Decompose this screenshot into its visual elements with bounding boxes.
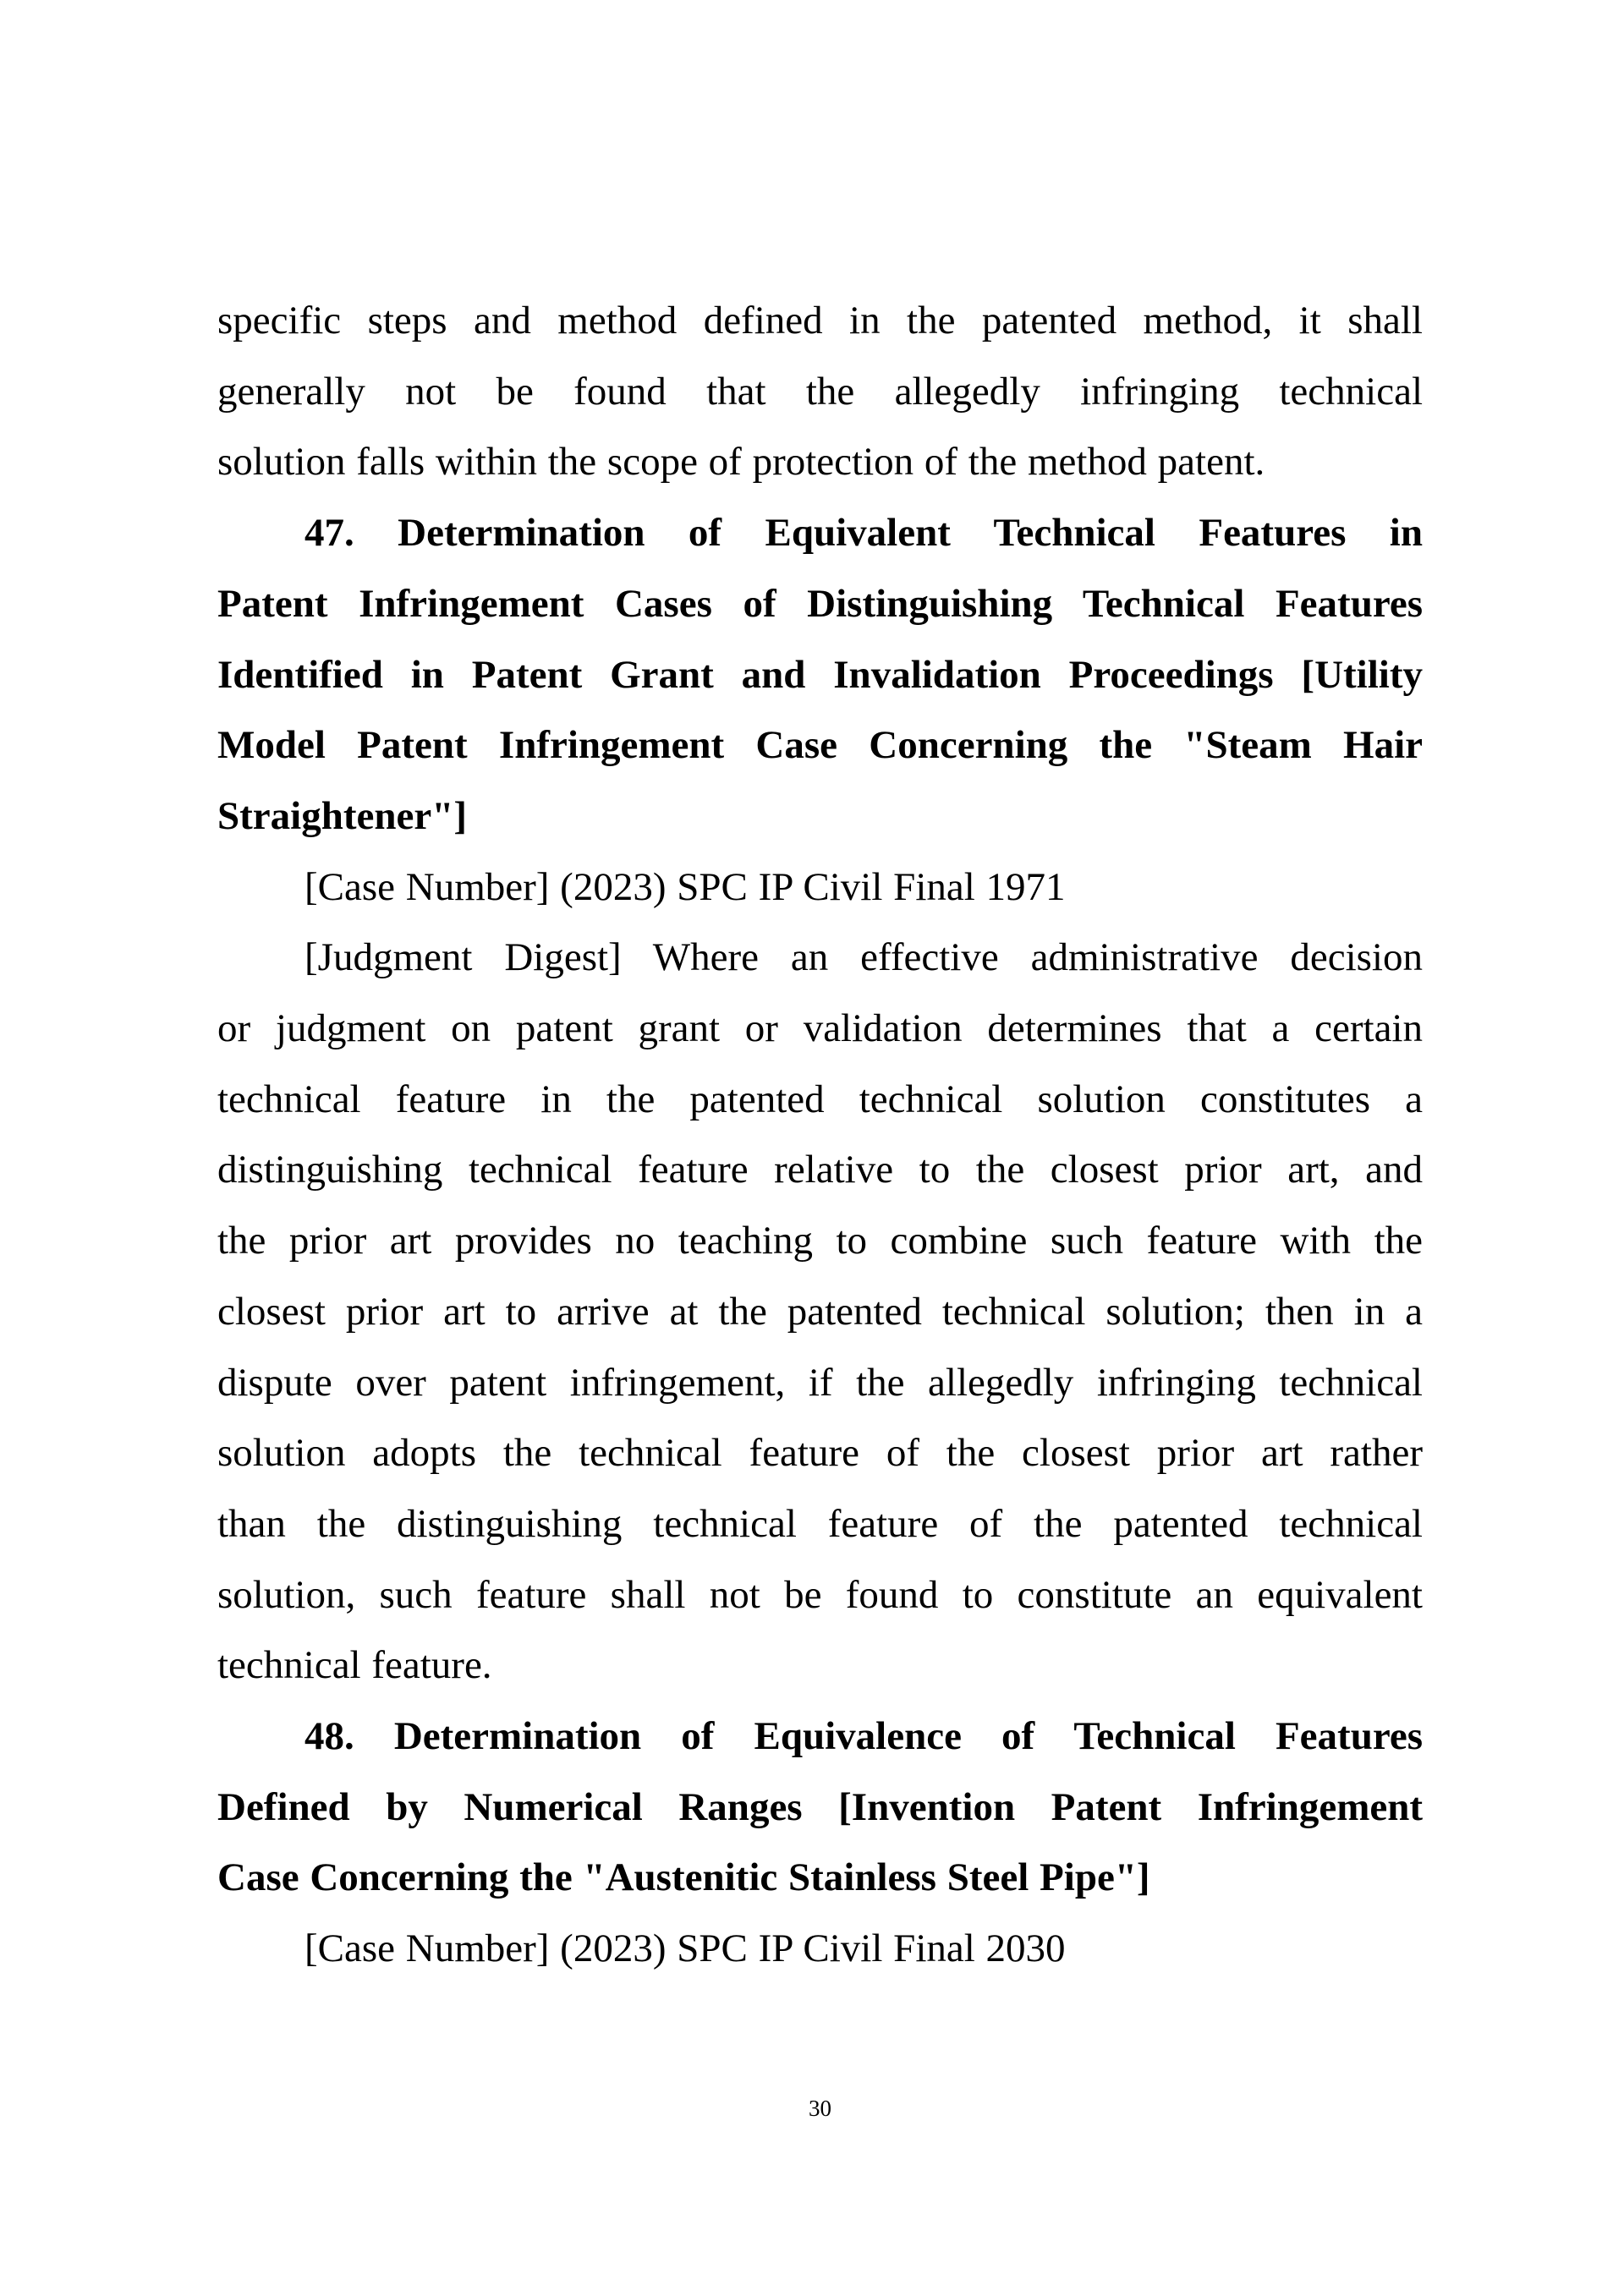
text-line: the prior art provides no teaching to combine such feature with the — [217, 1219, 1423, 1263]
text-line: solution, such feature shall not be found to constitute an equivalent — [217, 1572, 1423, 1617]
text-line: Straightener"] — [217, 793, 467, 838]
paragraph — [217, 923, 1423, 1701]
paragraph — [217, 286, 1423, 498]
paragraph — [217, 852, 1423, 923]
text-line: solution falls within the scope of protection of the method patent. — [217, 440, 1265, 485]
text-line: solution adopts the technical feature of the closest prior art rather — [217, 1431, 1423, 1476]
text-line: than the distinguishing technical feature of the patented technical — [217, 1501, 1423, 1546]
text-line: [Judgment Digest] Where an effective administrative decision — [304, 935, 1423, 980]
text-line: 47. Determination of Equivalent Technical Features in — [304, 511, 1423, 556]
text-line: [Case Number] (2023) SPC IP Civil Final 2030 — [304, 1926, 1066, 1971]
page-number: 30 — [809, 2096, 831, 2121]
text-line: Model Patent Infringement Case Concerning the "Steam Hair — [217, 723, 1423, 768]
section-heading — [217, 1701, 1423, 1914]
text-line: specific steps and method defined in the patented method, it shall — [217, 299, 1423, 342]
text-line: 48. Determination of Equivalence of Technical Features — [304, 1714, 1423, 1759]
document-body — [217, 286, 1423, 1985]
text-line: generally not be found that the allegedly infringing technical — [217, 369, 1423, 414]
text-line: Defined by Numerical Ranges [Invention Patent Infringement — [217, 1784, 1423, 1829]
text-line: distinguishing technical feature relative to the closest prior art, and — [217, 1148, 1423, 1192]
text-line: or judgment on patent grant or validation determines that a certain — [217, 1006, 1423, 1051]
section-heading — [217, 498, 1423, 852]
text-line: dispute over patent infringement, if the allegedly infringing technical — [217, 1360, 1423, 1405]
text-line: technical feature. — [217, 1643, 492, 1688]
text-line: Patent Infringement Cases of Distinguishing Technical Features — [217, 581, 1423, 626]
text-line: closest prior art to arrive at the patented technical solution; then in a — [217, 1289, 1423, 1334]
paragraph — [217, 1914, 1423, 1985]
text-line: technical feature in the patented technical solution constitutes a — [217, 1077, 1423, 1121]
text-line: Case Concerning the "Austenitic Stainless Steel Pipe"] — [217, 1855, 1150, 1900]
text-line: Identified in Patent Grant and Invalidation Proceedings [Utility — [217, 652, 1423, 697]
text-line: [Case Number] (2023) SPC IP Civil Final 1971 — [304, 864, 1066, 909]
